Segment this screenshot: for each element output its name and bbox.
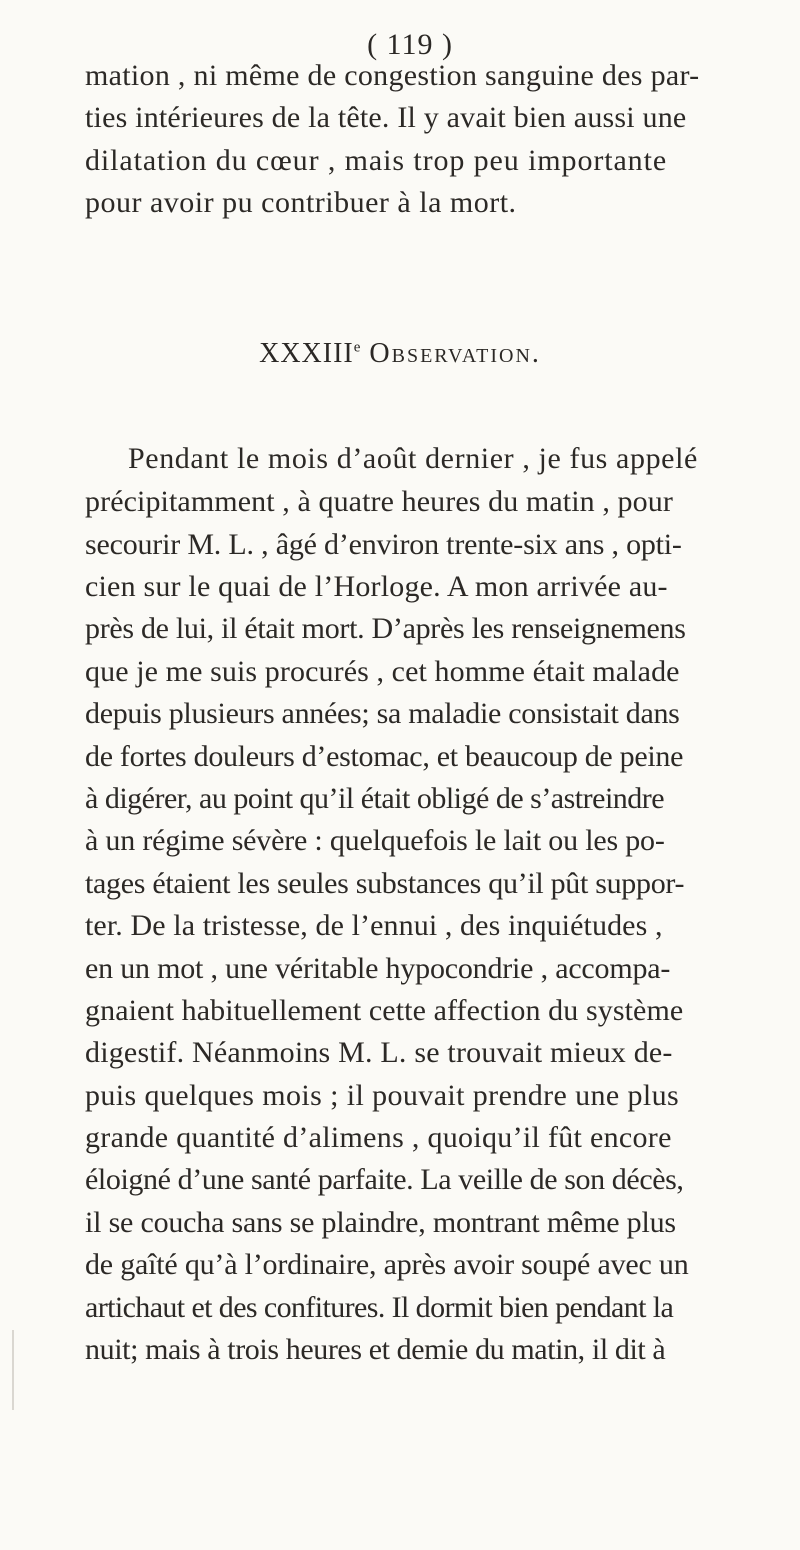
text-line: mation , ni même de congestion sanguine des par-	[85, 59, 700, 92]
section-heading	[0, 338, 800, 370]
text-line: près de lui, il était mort. D’après les renseignemens	[85, 612, 686, 645]
text-line: tages étaient les seules substances qu’il pût suppor-	[85, 867, 685, 900]
text-line: à un régime sévère : quelquefois le lait ou les po-	[85, 824, 665, 857]
text-line: ties intérieures de la tête. Il y avait bien aussi une	[85, 101, 687, 134]
text-line: gnaient habituellement cette affection du système	[85, 994, 684, 1027]
text-line: Pendant le mois d’août dernier , je fus appelé	[128, 442, 698, 475]
text-line: éloigné d’une santé parfaite. La veille de son décès,	[85, 1163, 684, 1196]
text-line: précipitamment , à quatre heures du matin , pour	[85, 485, 673, 518]
text-line: de fortes douleurs d’estomac, et beaucoup de peine	[85, 740, 684, 773]
text-line: grande quantité d’alimens , quoiqu’il fût encore	[85, 1121, 672, 1154]
heading-superscript: e	[353, 339, 362, 356]
text-line: il se coucha sans se plaindre, montrant même plus	[85, 1206, 676, 1239]
heading-numeral: XXXIII	[259, 338, 354, 369]
text-line: cien sur le quai de l’Horloge. A mon arrivée au-	[85, 570, 668, 603]
text-line: secourir M. L. , âgé d’environ trente-six ans , opti-	[85, 528, 682, 561]
text-line: de gaîté qu’à l’ordinaire, après avoir soupé avec un	[85, 1248, 689, 1281]
text-line: artichaut et des confitures. Il dormit bien pendant la	[85, 1291, 674, 1324]
page-edge-mark	[12, 1330, 14, 1410]
text-line: pour avoir pu contribuer à la mort.	[85, 186, 517, 219]
text-line: en un mot , une véritable hypocondrie , accompa-	[85, 952, 671, 985]
text-line: digestif. Néanmoins M. L. se trouvait mieux de-	[85, 1036, 673, 1069]
text-line: à digérer, au point qu’il était obligé de s’astreindre	[85, 782, 665, 815]
text-line: dilatation du cœur , mais trop peu importante	[85, 144, 668, 177]
text-line: que je me suis procurés , cet homme était malade	[85, 655, 680, 688]
heading-title: Observation.	[369, 338, 541, 369]
page-number: ( 119 )	[367, 28, 453, 61]
text-line: depuis plusieurs années; sa maladie consistait dans	[85, 697, 680, 730]
text-line: nuit; mais à trois heures et demie du matin, il dit à	[85, 1333, 666, 1366]
text-line: ter. De la tristesse, de l’ennui , des inquiétudes ,	[85, 909, 663, 942]
text-line: puis quelques mois ; il pouvait prendre une plus	[85, 1079, 680, 1112]
